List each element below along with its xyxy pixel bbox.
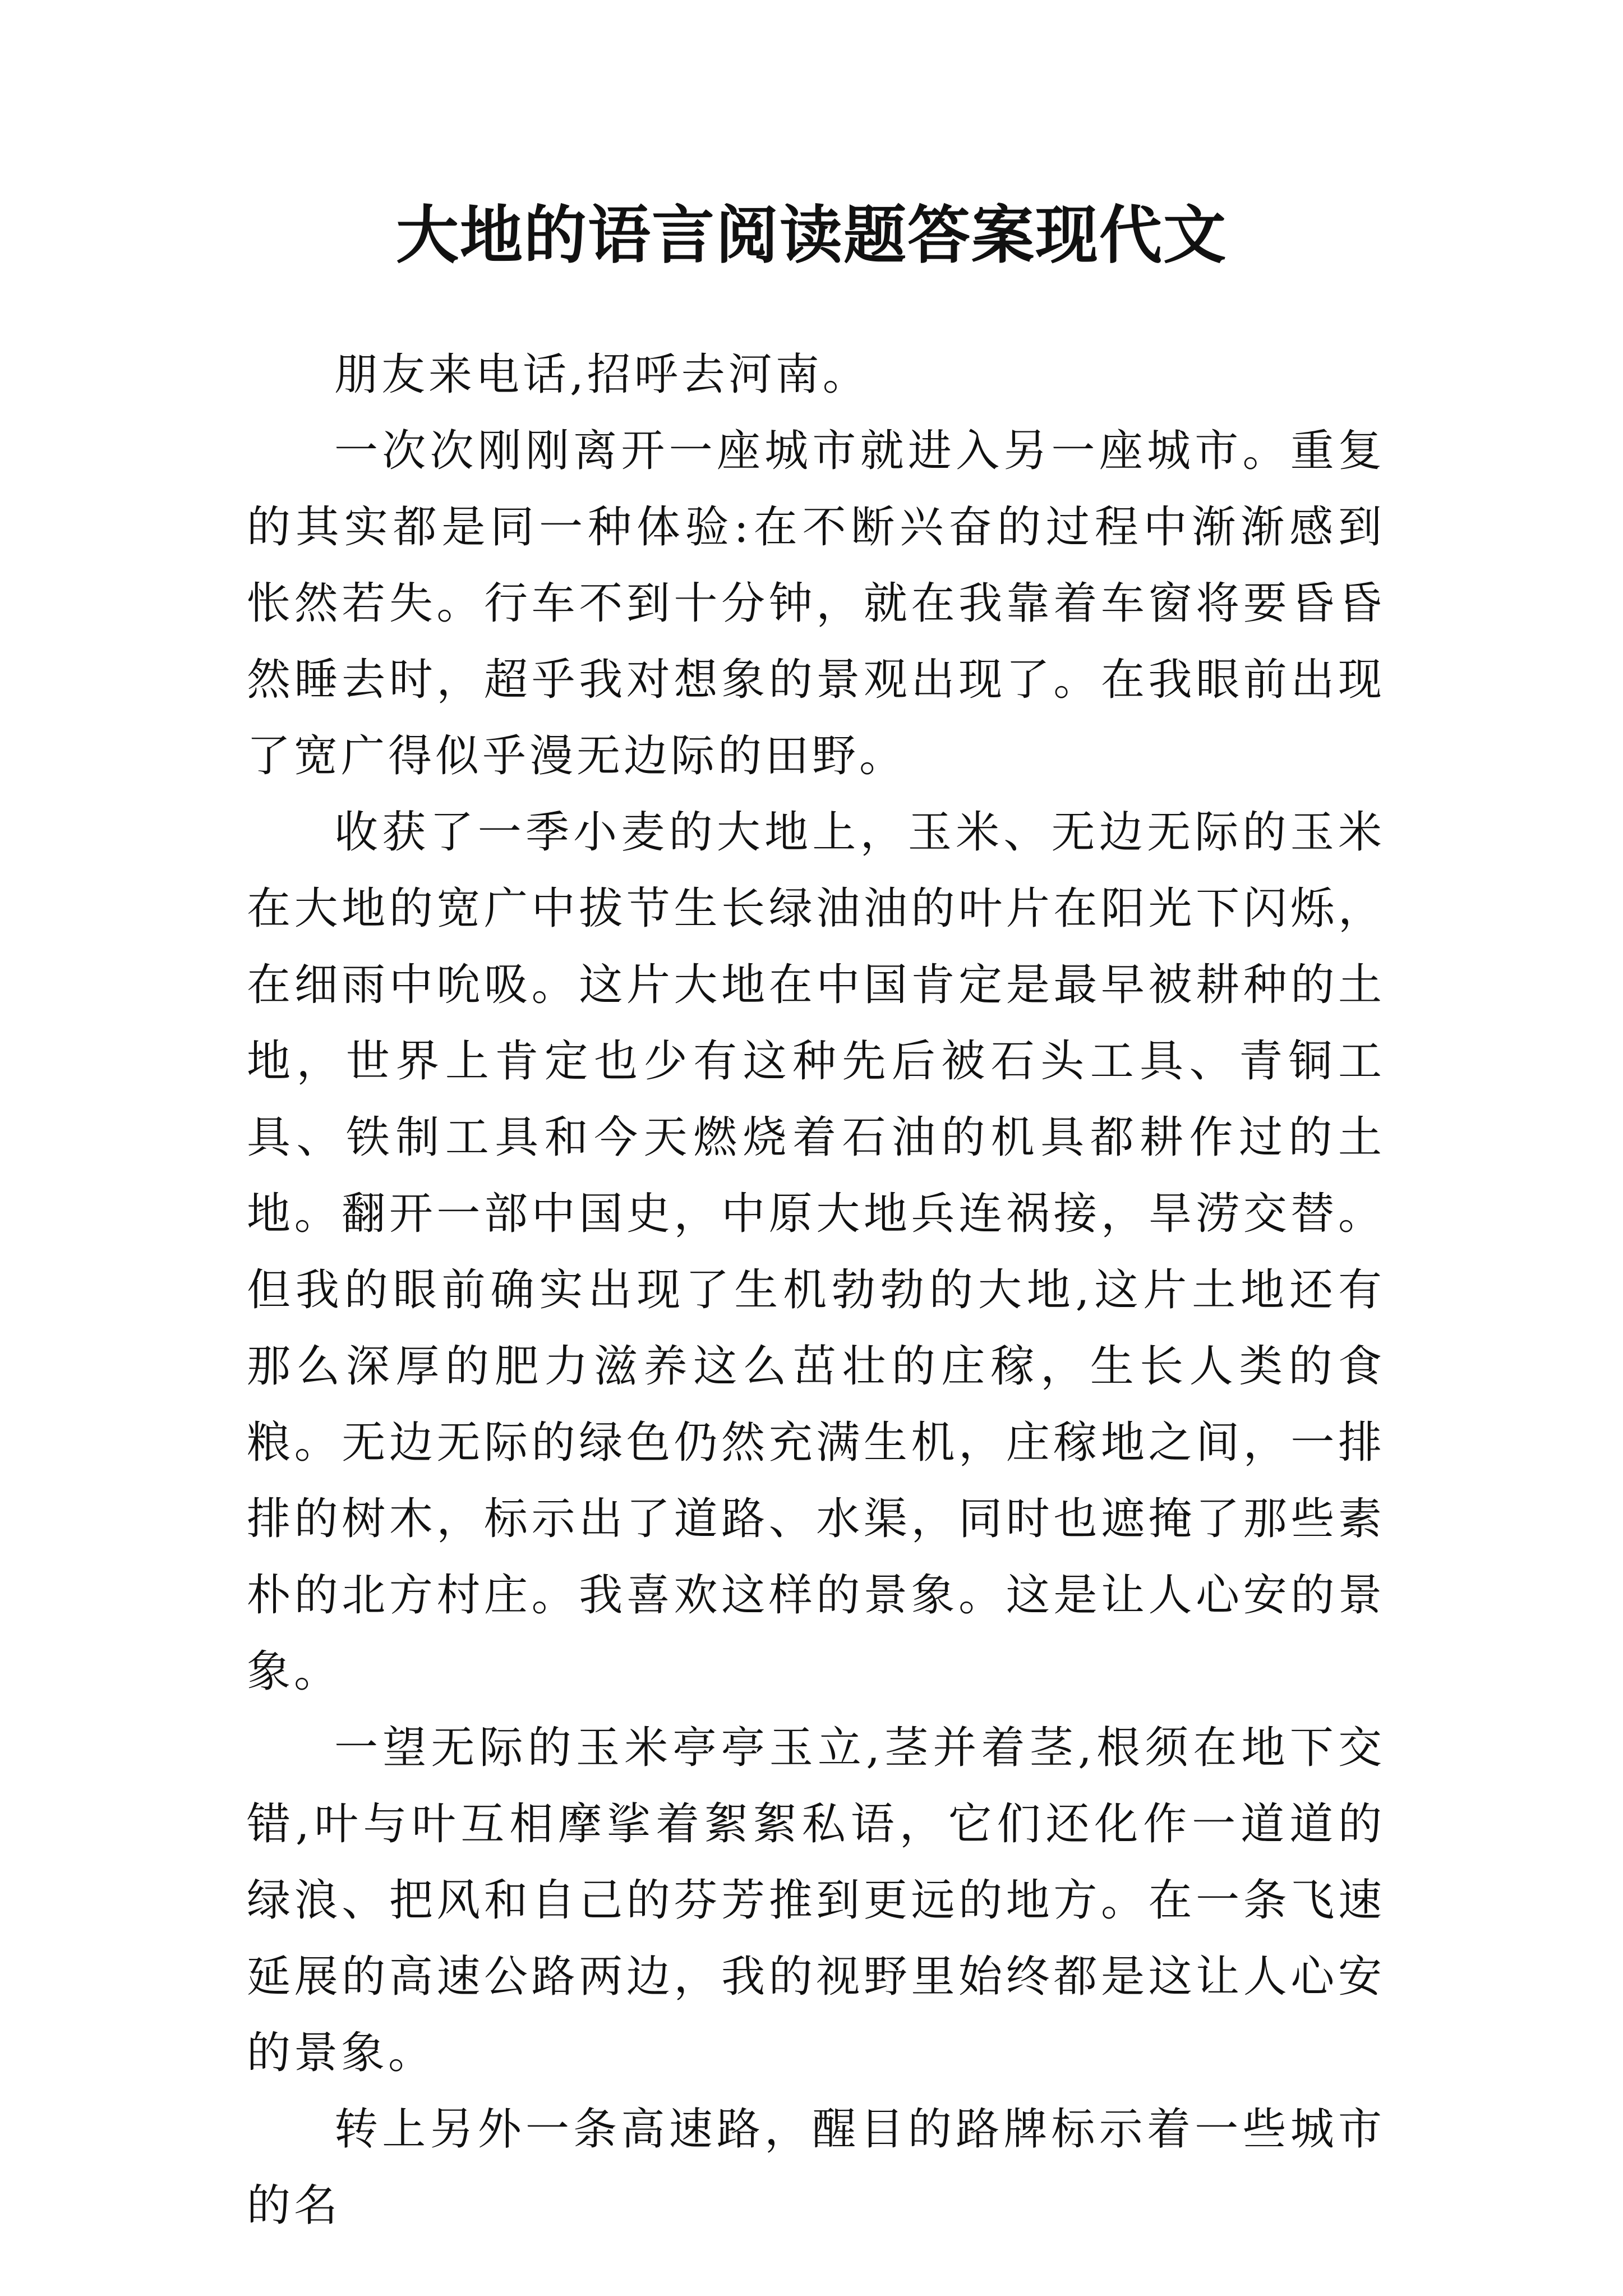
paragraph: 转上另外一条高速路，醒目的路牌标示着一些城市的名 bbox=[247, 2104, 1385, 2231]
paragraph: 朋友来电话,招呼去河南。 bbox=[334, 349, 870, 400]
paragraph: 一望无际的玉米亭亭玉立,茎并着茎,根须在地下交错,叶与叶互相摩挲着絮絮私语，它们还化作一道道的绿浪、把风和自己的芬芳推到更远的地方。在一条飞速延展的高速公路两边，我的视野里始终都是这让人心安的景象。 bbox=[247, 1723, 1385, 2078]
document-body bbox=[247, 337, 1385, 2244]
paragraph: 收获了一季小麦的大地上，玉米、无边无际的玉米在大地的宽广中拔节生长绿油油的叶片在阳光下闪烁，在细雨中吮吸。这片大地在中国肯定是最早被耕种的土地，世界上肯定也少有这种先后被石头工具、青铜工具、铁制工具和今天燃烧着石油的机具都耕作过的土地。翻开一部中国史，中原大地兵连祸接，旱涝交替。但我的眼前确实出现了生机勃勃的大地,这片土地还有那么深厚的肥力滋养这么茁壮的庄稼，生长人类的食粮。无边无际的绿色仍然充满生机，庄稼地之间，一排排的树木，标示出了道路、水渠，同时也遮掩了那些素朴的北方村庄。我喜欢这样的景象。这是让人心安的景象。 bbox=[247, 807, 1385, 1697]
paragraph: 一次次刚刚离开一座城市就进入另一座城市。重复的其实都是同一种体验:在不断兴奋的过程中渐渐感到怅然若失。行车不到十分钟，就在我靠着车窗将要昏昏然睡去时，超乎我对想象的景观出现了。在我眼前出现了宽广得似乎漫无边际的田野。 bbox=[247, 426, 1385, 781]
document-title: 大地的语言阅读题答案现代文 bbox=[396, 199, 1227, 272]
